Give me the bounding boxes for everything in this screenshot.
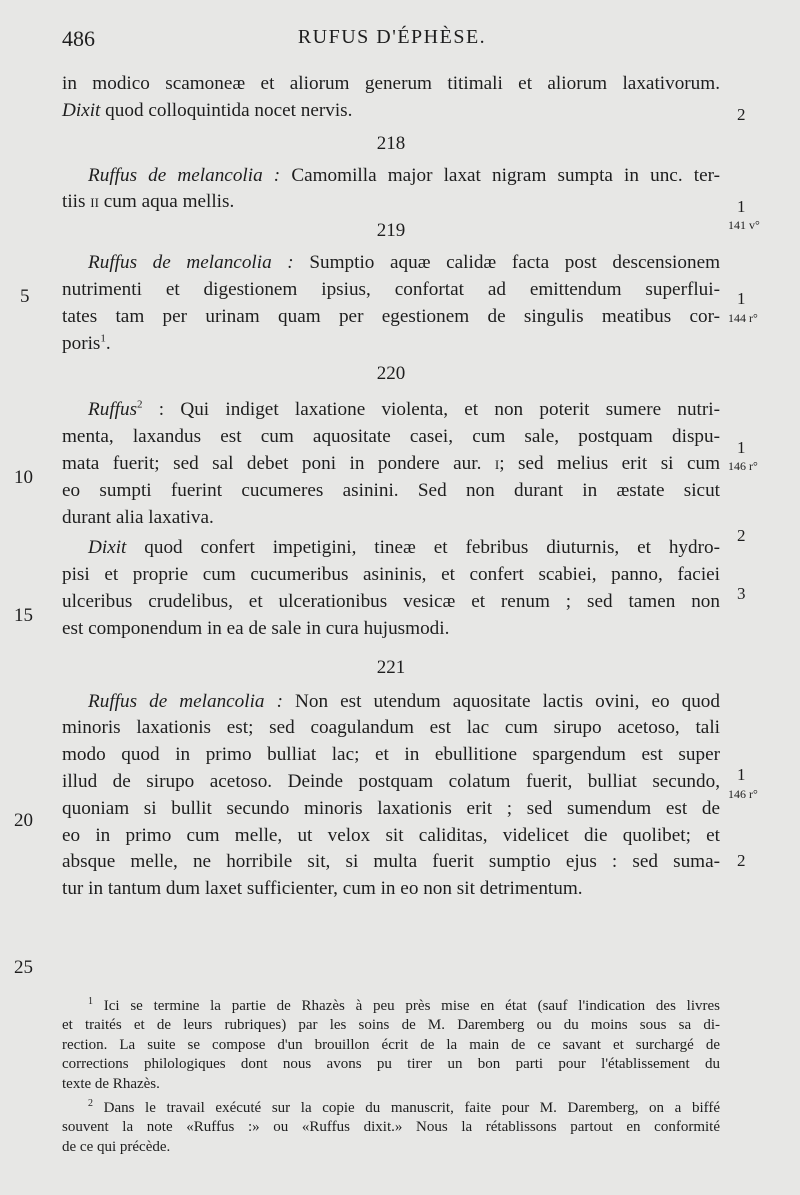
text-line: illud de sirupo acetoso. Deinde postquam colatum fuerit, bulliat secundo,: [62, 770, 720, 792]
footnote-line: texte de Rhazès.: [62, 1075, 160, 1092]
text-line: Dixit quod confert impetigini, tineæ et febribus diuturnis, et hydro-: [88, 537, 720, 559]
text-line: tiis ii cum aqua mellis.: [62, 191, 235, 213]
margin-ref: 2: [737, 105, 746, 124]
footnote-1: $^1$ Ici se termine la partie de Rhazès à peu près mise en état (sauf l'indication des livres: [88, 996, 720, 1014]
text-line: tur in tantum dum laxet sufficienter, cum in eo non sit detrimentum.: [62, 878, 583, 900]
text-line: menta, laxandus est cum aquositate casei, cum sale, postquam dispu-: [62, 426, 720, 448]
section-number-218: 218: [376, 132, 406, 154]
line-number-15: 15: [14, 605, 33, 626]
text-line: Ruffus de melancolia : Non est utendum aquositate lactis ovini, eo quod: [88, 690, 720, 712]
margin-ref: 1: [737, 765, 746, 784]
main-text: [62, 71, 720, 903]
margin-ref: 2: [737, 526, 746, 545]
footnote-line: de ce qui précède.: [62, 1138, 171, 1155]
page-header: [62, 26, 722, 60]
text-line: est componendum in ea de sale in cura hujusmodi.: [62, 617, 450, 639]
page-number: 486: [62, 26, 95, 51]
margin-ref: 3: [737, 584, 746, 603]
text-line: ulceribus crudelibus, et ulcerationibus vesicæ et renum ; sed tamen non: [62, 590, 720, 612]
text-line: mata fuerit; sed sal debet poni in pondere aur. i; sed melius erit si cum: [62, 452, 720, 474]
section-number-219: 219: [376, 220, 406, 242]
text-line: minoris laxationis est; sed coagulandum est lac cum sirupo acetoso, tali: [62, 717, 720, 739]
text-line: Dixit quod colloquintida nocet nervis.: [62, 99, 353, 121]
text-line: Ruffus de melancolia : Camomilla major laxat nigram sumpta in unc. ter-: [88, 164, 720, 186]
running-title: RUFUS D'ÉPHÈSE.: [297, 26, 487, 48]
text-line: quoniam si bullit secundo minoris laxationis erit ; sed sumendum est de: [62, 797, 720, 819]
text-line: pisi et proprie cum cucumeribus asininis, et confert scabiei, panno, faciei: [62, 564, 720, 586]
footnote-line: corrections philologiques dont nous avons pu tirer un bon parti pour l'établissement du: [62, 1056, 720, 1073]
text-line: eo in primo cum melle, ut velox sit caliditas, videlicet die quolibet; et: [62, 824, 720, 846]
text-line: eo sumpti fuerint cucumeres asinini. Sed non durant in æstate sicut: [62, 479, 720, 501]
line-number-25: 25: [14, 957, 33, 978]
text-line: modo quod in primo bulliat lac; et in ebullitione spargendum est super: [62, 744, 720, 766]
margin-folio: 144 r°: [728, 311, 758, 325]
text-line: nutrimenti et digestionem ipsius, confortat ad emittendum superflui-: [62, 278, 720, 300]
line-number-20: 20: [14, 810, 33, 831]
line-number-5: 5: [20, 286, 30, 307]
text-line: absque melle, ne horribile sit, si multa fuerit sumptio ejus : sed suma-: [62, 851, 720, 873]
section-number-221: 221: [376, 656, 406, 678]
section-number-220: 220: [376, 363, 406, 385]
text-line: durant alia laxativa.: [62, 506, 214, 528]
footnote-line: souvent la note «Ruffus :» ou «Ruffus dixit.» Nous la rétablissons partout en conformité: [62, 1119, 720, 1136]
margin-folio: 146 r°: [728, 459, 758, 473]
margin-ref: 1: [737, 197, 746, 216]
text-line: poris$^1$.: [62, 332, 111, 354]
margin-folio: 146 r°: [728, 787, 758, 801]
margin-ref: 1: [737, 438, 746, 457]
footnote-line: et traités et de leurs rubriques) par les soins de M. Daremberg ou du moins sous sa di-: [62, 1017, 720, 1034]
text-line: Ruffus$^2$ : Qui indiget laxatione violenta, et non poterit sumere nutri-: [88, 398, 720, 421]
line-number-10: 10: [14, 467, 33, 488]
margin-ref: 2: [737, 851, 746, 870]
margin-ref: 1: [737, 289, 746, 308]
text-line: in modico scamoneæ et aliorum generum titimali et aliorum laxativorum.: [62, 73, 720, 94]
footnotes: [62, 997, 720, 1157]
footnote-2: $^2$ Dans le travail exécuté sur la copie du manuscrit, faite pour M. Daremberg, on a biffé: [88, 1097, 720, 1116]
text-line: tates tam per urinam quam per egestionem de singulis meatibus cor-: [62, 305, 720, 327]
text-line: Ruffus de melancolia : Sumptio aquæ calidæ facta post descensionem: [88, 252, 721, 274]
footnote-line: rection. La suite se compose d'un brouillon écrit de la main de ce savant et surchargé de: [62, 1036, 720, 1053]
margin-folio: 141 v°: [728, 218, 760, 232]
